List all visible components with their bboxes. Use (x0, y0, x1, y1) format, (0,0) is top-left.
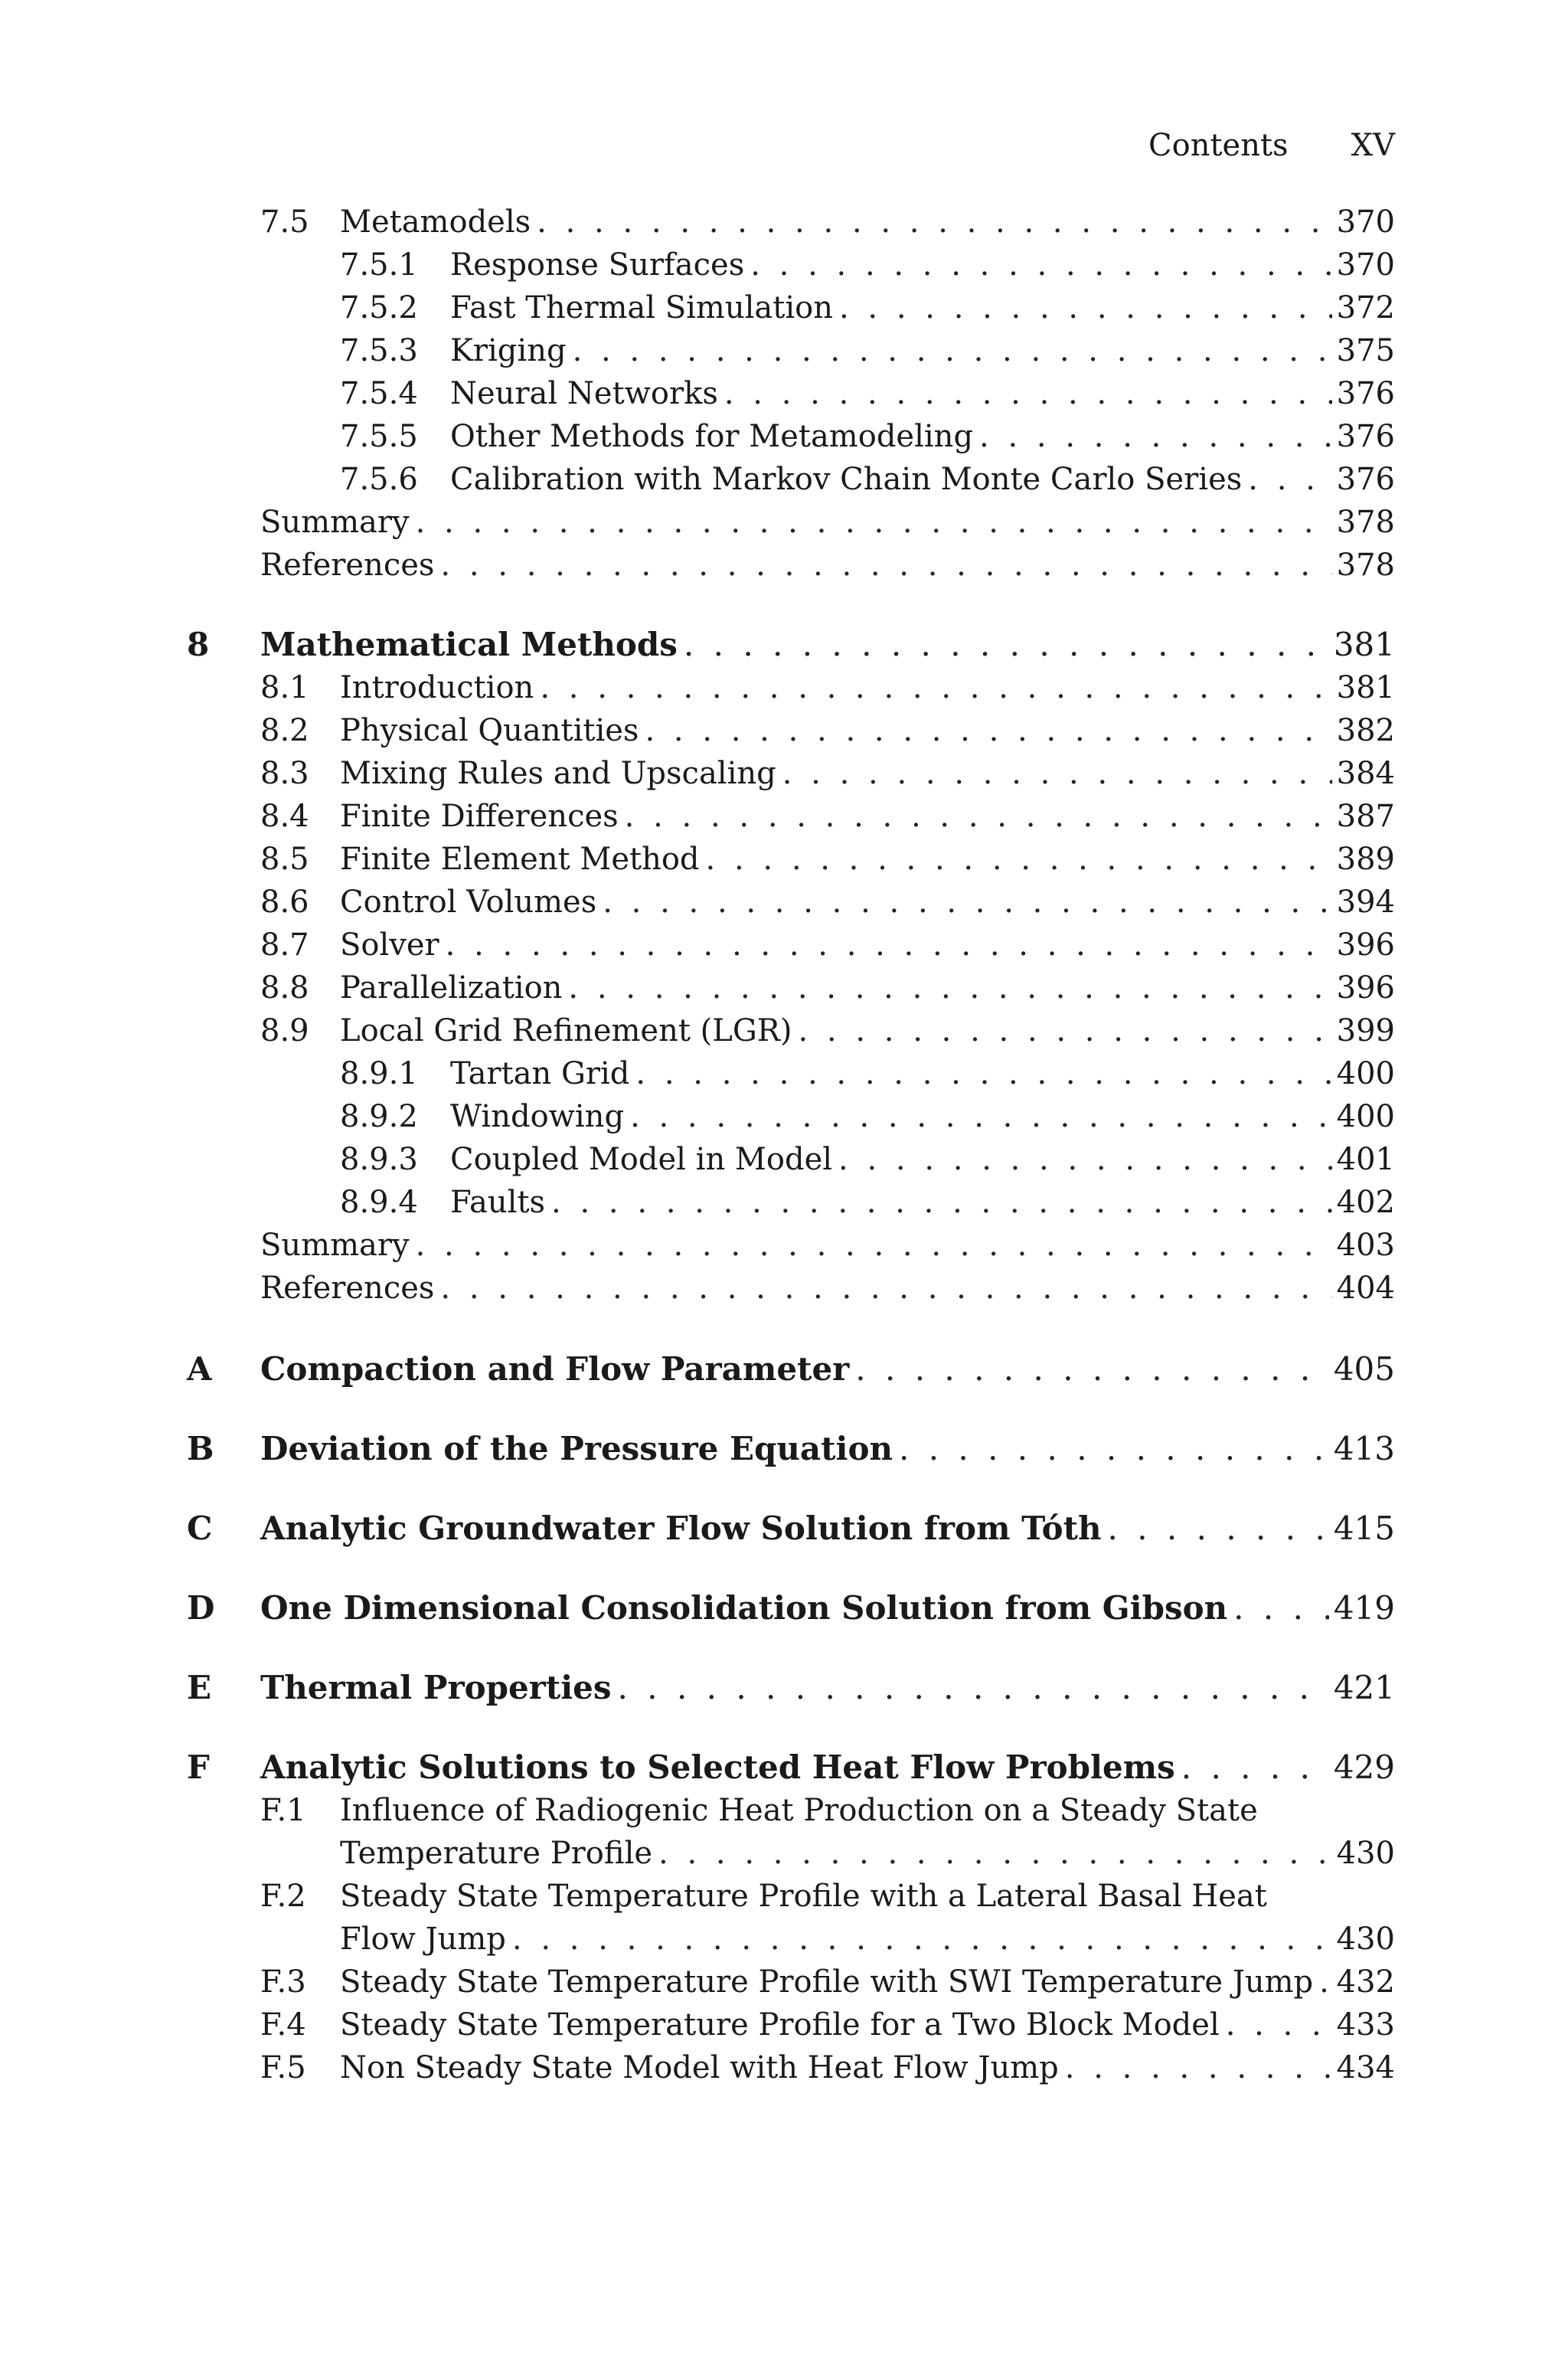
entry-number: 7.5.4 (340, 376, 418, 411)
dot-leader (512, 1918, 1332, 1961)
toc-entry[interactable] (0, 372, 1568, 415)
entry-number: 7.5.3 (340, 333, 418, 368)
dot-leader (440, 544, 1331, 587)
appendix-title: Deviation of the Pressure Equation (260, 1430, 893, 1467)
entry-title: Kriging (450, 333, 567, 368)
entry-title: Fast Thermal Simulation (450, 290, 833, 325)
entry-page: 381 (1336, 670, 1395, 705)
dot-leader (573, 329, 1332, 372)
chapter-title: Mathematical Methods (260, 626, 678, 663)
dot-leader (799, 1009, 1332, 1052)
entry-number: 8.5 (260, 842, 309, 877)
entry-title: Mixing Rules and Upscaling (340, 756, 776, 791)
dot-leader (446, 924, 1332, 967)
entry-page: 387 (1336, 799, 1395, 834)
entry-number: 8.2 (260, 713, 309, 748)
entry-title: Finite Differences (340, 799, 619, 834)
entry-title: Coupled Model in Model (450, 1142, 833, 1177)
entry-number: 7.5.5 (340, 419, 418, 454)
dot-leader (416, 501, 1332, 544)
entry-page: 434 (1336, 2050, 1395, 2085)
toc-entry[interactable] (0, 1961, 1568, 2003)
toc-appendix-entry[interactable] (0, 1587, 1568, 1630)
toc-entry[interactable] (0, 1138, 1568, 1181)
entry-number: F.3 (260, 1964, 306, 2000)
toc-entry[interactable] (0, 244, 1568, 286)
entry-title: Response Surfaces (450, 247, 745, 283)
dot-leader (1233, 1587, 1329, 1630)
entry-page: 375 (1336, 333, 1395, 368)
toc-entry[interactable] (0, 838, 1568, 881)
toc-entry[interactable] (0, 329, 1568, 372)
dot-leader (684, 623, 1329, 666)
entry-number: F.5 (260, 2050, 306, 2085)
dot-leader (782, 752, 1332, 795)
entry-number: 8.8 (260, 970, 309, 1006)
toc-entry[interactable] (0, 1875, 1568, 1918)
entry-page: 405 (1333, 1350, 1395, 1388)
dot-leader (603, 881, 1331, 924)
toc-entry[interactable] (0, 1267, 1568, 1310)
dot-leader (618, 1667, 1329, 1709)
toc-entry[interactable] (0, 544, 1568, 587)
entry-page: 413 (1333, 1430, 1395, 1467)
entry-number: F.2 (260, 1879, 306, 1914)
dot-leader (706, 838, 1332, 881)
entry-page: 400 (1336, 1056, 1395, 1091)
running-header-title: Contents (1148, 128, 1289, 163)
dot-leader (724, 372, 1332, 415)
entry-title: Finite Element Method (340, 842, 700, 877)
entry-page: 430 (1336, 1922, 1395, 1957)
entry-page: 419 (1333, 1589, 1395, 1627)
entry-page: 402 (1336, 1185, 1395, 1220)
toc-appendix-entry[interactable] (0, 1348, 1568, 1391)
entry-page: 372 (1336, 290, 1395, 325)
appendix-title: Analytic Groundwater Flow Solution from Tóth (260, 1510, 1102, 1547)
chapter-number: 8 (187, 626, 210, 663)
entry-title: References (260, 548, 435, 583)
appendix-letter: F (187, 1748, 210, 1786)
entry-title: Flow Jump (340, 1922, 506, 1957)
entry-title: Tartan Grid (450, 1056, 630, 1091)
dot-leader (899, 1428, 1329, 1470)
entry-number: 8.9.3 (340, 1142, 418, 1177)
entry-page: 399 (1336, 1013, 1395, 1048)
toc-appendix-entry[interactable] (0, 1667, 1568, 1709)
entry-page: 389 (1336, 842, 1395, 877)
entry-page: 394 (1336, 885, 1395, 920)
dot-leader (416, 1224, 1332, 1267)
entry-page: 415 (1333, 1510, 1395, 1547)
appendix-title: Compaction and Flow Parameter (260, 1350, 850, 1388)
entry-page: 433 (1336, 2007, 1395, 2043)
entry-title: Parallelization (340, 970, 563, 1006)
dot-leader (1226, 2003, 1332, 2046)
dot-leader (1181, 1746, 1329, 1789)
entry-page: 429 (1333, 1748, 1395, 1786)
dot-leader (750, 244, 1331, 286)
entry-number: 8.9 (260, 1013, 309, 1048)
entry-number: 8.3 (260, 756, 309, 791)
dot-leader (979, 415, 1332, 458)
entry-page: 396 (1336, 927, 1395, 963)
toc-entry[interactable] (0, 1052, 1568, 1095)
toc-entry[interactable] (0, 286, 1568, 329)
entry-page: 376 (1336, 462, 1395, 497)
entry-page: 401 (1336, 1142, 1395, 1177)
toc-entry[interactable] (0, 2046, 1568, 2089)
entry-page: 396 (1336, 970, 1395, 1006)
toc-entry[interactable] (0, 795, 1568, 838)
appendix-title: Thermal Properties (260, 1669, 612, 1706)
toc-entry[interactable] (0, 967, 1568, 1009)
entry-title: Other Methods for Metamodeling (450, 419, 974, 454)
entry-title: Non Steady State Model with Heat Flow Jump (340, 2050, 1059, 2085)
toc-entry[interactable] (0, 881, 1568, 924)
toc-entry[interactable] (0, 1009, 1568, 1052)
entry-number: 8.7 (260, 927, 309, 963)
dot-leader (1108, 1507, 1329, 1550)
entry-number: 8.4 (260, 799, 309, 834)
entry-title-line1: Influence of Radiogenic Heat Production on a Steady State (340, 1793, 1258, 1828)
entry-page: 421 (1333, 1669, 1395, 1706)
entry-page: 400 (1336, 1099, 1395, 1134)
appendix-title: Analytic Solutions to Selected Heat Flow Problems (260, 1748, 1175, 1786)
entry-number: 7.5.2 (340, 290, 418, 325)
dot-leader (838, 1138, 1332, 1181)
entry-page: 378 (1336, 505, 1395, 540)
entry-number: 8.1 (260, 670, 309, 705)
dot-leader (537, 201, 1331, 244)
entry-number: F.4 (260, 2007, 306, 2043)
toc-entry[interactable] (0, 458, 1568, 501)
appendix-letter: C (187, 1510, 213, 1547)
entry-title: Steady State Temperature Profile with SWI Temperature Jump (340, 1964, 1314, 2000)
toc-entry-continuation[interactable] (0, 1918, 1568, 1961)
toc-entry[interactable] (0, 1181, 1568, 1224)
entry-title: Solver (340, 927, 439, 963)
toc-entry[interactable] (0, 924, 1568, 967)
dot-leader (1248, 458, 1331, 501)
entry-title: Faults (450, 1185, 546, 1220)
entry-title: Windowing (450, 1099, 625, 1134)
dot-leader (855, 1348, 1329, 1391)
entry-number: F.1 (260, 1793, 306, 1828)
toc-entry[interactable] (0, 752, 1568, 795)
entry-page: 384 (1336, 756, 1395, 791)
entry-title: Summary (260, 1228, 410, 1263)
dot-leader (645, 709, 1331, 752)
dot-leader (540, 666, 1331, 709)
entry-page: 378 (1336, 548, 1395, 583)
toc-entry[interactable] (0, 1789, 1568, 1832)
toc-entry[interactable] (0, 666, 1568, 709)
entry-page: 432 (1336, 1964, 1395, 2000)
dot-leader (568, 967, 1331, 1009)
toc-entry[interactable] (0, 415, 1568, 458)
toc-entry[interactable] (0, 1095, 1568, 1138)
toc-chapter-entry[interactable] (0, 623, 1568, 666)
page-number: XV (1351, 128, 1395, 163)
entry-page: 370 (1336, 247, 1395, 283)
toc-entry[interactable] (0, 1224, 1568, 1267)
toc-entry[interactable] (0, 201, 1568, 244)
appendix-letter: E (187, 1669, 212, 1706)
dot-leader (839, 286, 1332, 329)
entry-title: Local Grid Refinement (LGR) (340, 1013, 792, 1048)
entry-title: Neural Networks (450, 376, 718, 411)
toc-entry[interactable] (0, 709, 1568, 752)
entry-title: Steady State Temperature Profile for a Two Block Model (340, 2007, 1220, 2043)
entry-page: 376 (1336, 419, 1395, 454)
dot-leader (551, 1181, 1332, 1224)
entry-page: 370 (1336, 204, 1395, 240)
toc-appendix-entry[interactable] (0, 1507, 1568, 1550)
entry-number: 8.9.4 (340, 1185, 418, 1220)
entry-title: Temperature Profile (340, 1836, 653, 1871)
entry-title: Calibration with Markov Chain Monte Carlo Series (450, 462, 1243, 497)
entry-number: 8.9.2 (340, 1099, 418, 1134)
entry-title: References (260, 1271, 435, 1306)
entry-page: 376 (1336, 376, 1395, 411)
toc-appendix-entry[interactable] (0, 1746, 1568, 1789)
appendix-title: One Dimensional Consolidation Solution from Gibson (260, 1589, 1228, 1627)
appendix-letter: D (187, 1589, 215, 1627)
dot-leader (658, 1832, 1332, 1875)
entry-title: Metamodels (340, 204, 531, 240)
entry-page: 381 (1333, 626, 1395, 663)
entry-number: 8.6 (260, 885, 309, 920)
dot-leader (635, 1052, 1331, 1095)
dot-leader (625, 795, 1332, 838)
appendix-letter: B (187, 1430, 214, 1467)
toc-entry-continuation[interactable] (0, 1832, 1568, 1875)
entry-number: 7.5.1 (340, 247, 418, 283)
entry-title-line1: Steady State Temperature Profile with a Lateral Basal Heat (340, 1879, 1267, 1914)
dot-leader (1319, 1961, 1331, 2003)
entry-title: Control Volumes (340, 885, 597, 920)
entry-number: 7.5.6 (340, 462, 418, 497)
entry-page: 404 (1336, 1271, 1395, 1306)
dot-leader (440, 1267, 1331, 1310)
dot-leader (630, 1095, 1332, 1138)
entry-title: Physical Quantities (340, 713, 639, 748)
toc-appendix-entry[interactable] (0, 1428, 1568, 1470)
entry-number: 7.5 (260, 204, 309, 240)
entry-title: Summary (260, 505, 410, 540)
entry-page: 382 (1336, 713, 1395, 748)
entry-page: 403 (1336, 1228, 1395, 1263)
entry-title: Introduction (340, 670, 534, 705)
toc-entry[interactable] (0, 2003, 1568, 2046)
entry-page: 430 (1336, 1836, 1395, 1871)
dot-leader (1065, 2046, 1332, 2089)
appendix-letter: A (187, 1350, 212, 1388)
toc-entry[interactable] (0, 501, 1568, 544)
entry-number: 8.9.1 (340, 1056, 418, 1091)
